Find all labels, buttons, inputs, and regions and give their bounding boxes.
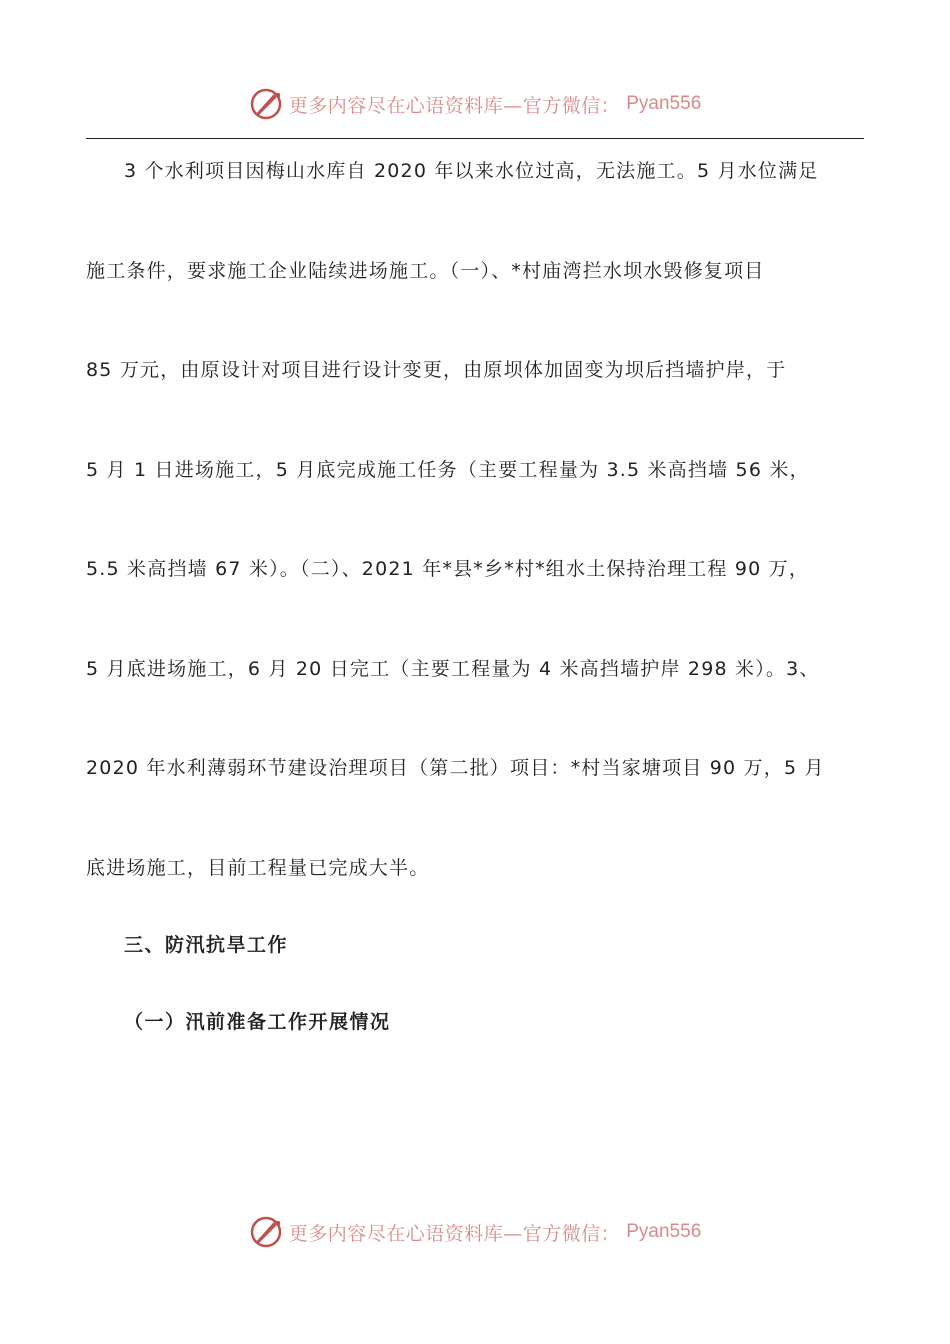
body-line: 3 个水利项目因梅山水库自 2020 年以来水位过高，无法施工。5 月水位满足 (124, 160, 819, 182)
body-line: 施工条件，要求施工企业陆续进场施工。（一）、*村庙湾拦水坝水毁修复项目 (86, 260, 765, 282)
body-line: 5.5 米高挡墙 67 米）。（二）、2021 年*县*乡*村*组水土保持治理工程 90 万， (86, 558, 810, 580)
body-line: 底进场施工，目前工程量已完成大半。 (86, 857, 430, 879)
body-line: 5 月底进场施工，6 月 20 日完工（主要工程量为 4 米高挡墙护岸 298 米）。3、 (86, 658, 820, 680)
body-line: 5 月 1 日进场施工，5 月底完成施工任务（主要工程量为 3.5 米高挡墙 56 米， (86, 459, 810, 481)
watermark-wechat-id: Pyan556 (626, 93, 702, 114)
watermark-wechat-id: Pyan556 (626, 1221, 702, 1242)
body-line: 2020 年水利薄弱环节建设治理项目（第二批）项目：*村当家塘项目 90 万，5 月 (86, 757, 825, 779)
section-subheading: （一）汛前准备工作开展情况 (124, 1011, 391, 1033)
footer-watermark (0, 1212, 950, 1252)
header-watermark (0, 84, 950, 124)
header-divider (86, 138, 864, 139)
quill-logo-icon (249, 1215, 283, 1249)
watermark-text: 更多内容尽在心语资料库—官方微信： (288, 94, 621, 117)
section-heading: 三、防汛抗旱工作 (124, 934, 289, 956)
body-line: 85 万元，由原设计对项目进行设计变更，由原坝体加固变为坝后挡墙护岸，于 (86, 359, 787, 381)
quill-logo-icon (249, 87, 283, 121)
watermark-text: 更多内容尽在心语资料库—官方微信： (288, 1222, 621, 1245)
